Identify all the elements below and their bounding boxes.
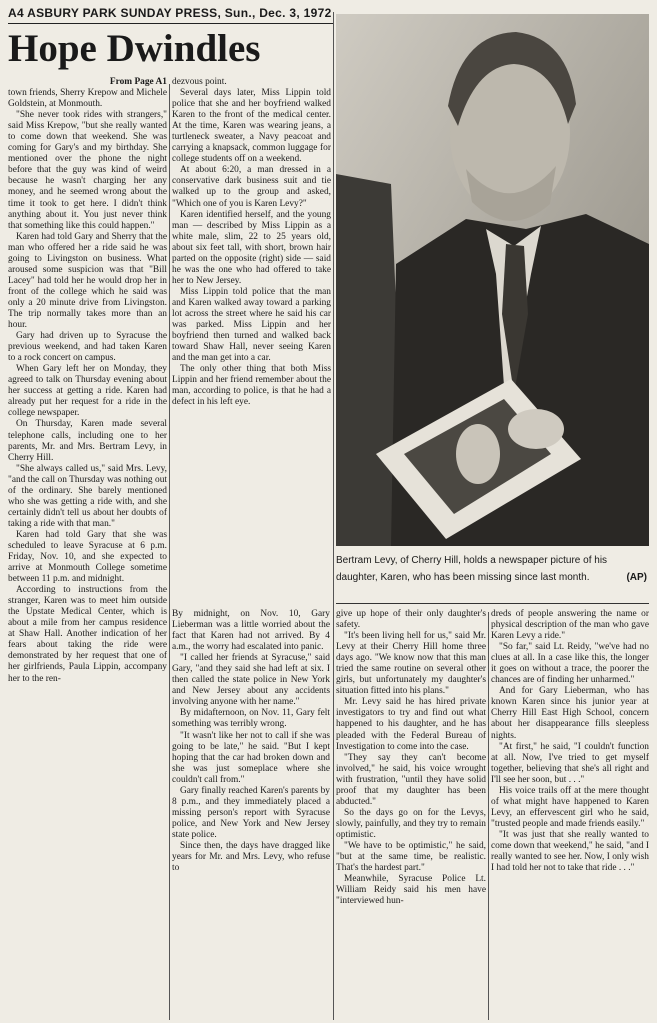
paragraph: "It was just that she really wanted to come down that weekend," he said, "and I really wanted to see her. Now, I only wish I had told her not to take that ride . . ." [491, 829, 649, 874]
masthead-rule [8, 23, 333, 24]
paragraph: "It wasn't like her not to call if she was going to be late," he said. "But I kept hoping that the car had broken down and she was just someplace where she couldn't call from." [172, 730, 330, 785]
paragraph: "She always called us," said Mrs. Levy, "and the call on Thursday was nothing out of the ordinary. She barely mentioned who she was getting a ride with, and she certainly didn't tell us about her doubts of taking a ride with that man." [8, 463, 167, 529]
paragraph: At about 6:20, a man dressed in a conservative dark business suit and tie walked up to the group and asked, "Which one of you is Karen Levy?" [172, 165, 331, 209]
article-column-3 [172, 609, 330, 1021]
column-divider [169, 84, 170, 1020]
paragraph: "I called her friends at Syracuse," said Gary, "and they said she had left at six. I then called the state police in New York and New Jersey about any accidents involving anyone with her name." [172, 653, 330, 708]
photo-illustration [336, 14, 649, 546]
paragraph: Since then, the days have dragged like years for Mr. and Mrs. Levy, who refuse to [172, 840, 330, 874]
paragraph: By midafternoon, on Nov. 11, Gary felt something was terribly wrong. [172, 708, 330, 730]
paragraph: When Gary left her on Monday, they agreed to talk on Thursday evening about her success at getting a ride. Karen had already put her request for a ride in the college newspaper. [8, 364, 167, 419]
paragraph: On Thursday, Karen made several telephone calls, including one to her parents, Mr. and Mrs. Bertram Levy, in Cherry Hill. [8, 419, 167, 463]
paragraph: Several days later, Miss Lippin told police that she and her boyfriend walked Karen to the front of the medical center. At the time, Karen was wearing jeans, a turtleneck sweater, a Navy peacoat and carrying a knapsack, common luggage for college students off on a weekend. [172, 88, 331, 165]
paragraph: His voice trails off at the mere thought of what might have happened to Karen Levy, an effervescent girl who he said, "trusted people and made friends easily." [491, 785, 649, 829]
paragraph: Karen identified herself, and the young man — described by Miss Lippin as a white male, slim, 22 to 25 years old, about six feet tall, with short, brown hair parted on the opposite (right) side — said he was the one who had offered to take her to New Jersey. [172, 209, 331, 286]
paragraph: Karen had told Gary and Sherry that the man who offered her a ride said he was going to Livingston on business. What aroused some suspicion was that "Bill Lacey" had told her he would drop her in front of the college which he said was only a 20 minute drive from Livingston. The trip normally takes more than an hour. [8, 231, 167, 331]
paragraph: "At first," he said, "I couldn't function at all. Now, I've tried to get myself together, believing that she's all right and I'll see her soon, but . . ." [491, 741, 649, 785]
article-column-2 [172, 77, 331, 606]
from-page-line: From Page A1 [109, 77, 167, 87]
headline: Hope Dwindles [8, 27, 261, 70]
article-column-5 [491, 609, 649, 1021]
photo-bertram-levy [336, 14, 649, 546]
paragraph: According to instructions from the stranger, Karen was to meet him outside the Upstate Medical Center, which is about a mile from her campus residence at Shaw Hall. Another indication of her fears about taking the ride were demonstrated by her request that one of her girlfriends, Paula Lippin, accompany her to the ren- [8, 585, 167, 684]
column-divider [488, 612, 489, 1020]
paragraph: And for Gary Lieberman, who has known Karen since his junior year at Cherry Hill East High School, concern about her disappearance fills sleepless nights. [491, 686, 649, 741]
paragraph: Meanwhile, Syracuse Police Lt. William Reidy said his men have "interviewed hun- [336, 874, 486, 907]
paragraph: "They say they can't become involved," he said, his voice wrought with frustration, "until they have solid proof that my daughter has been abducted." [336, 752, 486, 807]
paragraph: Karen had told Gary that she was scheduled to leave Syracuse at 6 p.m. Friday, Nov. 10, and she expected to arrive at Monmouth College sometime between 11 p.m. and midnight. [8, 529, 167, 585]
article-column-1 [8, 77, 167, 1021]
article-column-4 [336, 609, 486, 1021]
paragraph: "So far," said Lt. Reidy, "we've had no clues at all. In a case like this, the longer it goes on without a trace, the poorer the chances are of finding her unharmed." [491, 642, 649, 686]
caption-credit: (AP) [626, 572, 647, 583]
photo-caption [336, 552, 647, 586]
paragraph: dezvous point. [172, 77, 227, 87]
paragraph: Miss Lippin told police that the man and Karen walked away toward a parking lot across the street where he said his car was parked. Miss Lippin and her boyfriend then turned and walked back toward Shaw Hall, never seeing Karen and the man get into a car. [172, 286, 331, 364]
caption-text: Bertram Levy, of Cherry Hill, holds a newspaper picture of his daughter, Karen, who has been missing since last month. [336, 555, 608, 583]
paragraph: "We have to be optimistic," he said, "but at the same time, be realistic. That's the hardest part." [336, 840, 486, 874]
paragraph: Gary had driven up to Syracuse the previous weekend, and had taken Karen to a rock concert on campus. [8, 331, 167, 364]
paragraph: "She never took rides with strangers," said Miss Krepow, "but she really wanted to come down that weekend. She was coming for Gary's and my birthday. She mentioned over the phone the night before that the guy was kind of weird because he wasn't charging her any money, and he seemed wrong about the time it took to get here. I didn't think anything about it. You just never think that something like this could happen." [8, 110, 167, 231]
paragraph: The only other thing that both Miss Lippin and her friend remember about the man, according to police, is that he had a defect in his left eye. [172, 364, 331, 408]
paragraph: give up hope of their only daughter's safety. [336, 609, 486, 631]
paragraph: So the days go on for the Levys, slowly, painfully, and they try to remain optimistic. [336, 807, 486, 840]
column-divider [333, 12, 334, 1020]
paragraph: "It's been living hell for us," said Mr. Levy at their Cherry Hill home three days ago. "We know now that this man tried the same routine on several other girls, but unfortunately my daughter's situation fitted into his plans." [336, 631, 486, 697]
paragraph: Mr. Levy said he has hired private investigators to try and find out what happened to his daughter, and he has pleaded with the Federal Bureau of Investigation to come into the case. [336, 697, 486, 752]
paragraph: town friends, Sherry Krepow and Michele Goldstein, at Monmouth. [8, 88, 167, 110]
paragraph: dreds of people answering the name or physical description of the man who gave Karen Levy a ride." [491, 609, 649, 642]
masthead: A4 ASBURY PARK SUNDAY PRESS, Sun., Dec. 3, 1972 [8, 6, 332, 20]
paragraph: By midnight, on Nov. 10, Gary Lieberman was a little worried about the fact that Karen had not arrived. By 4 a.m., the worry had escalated into panic. [172, 609, 330, 653]
caption-rule [336, 603, 649, 604]
paragraph: Gary finally reached Karen's parents by 8 p.m., and they immediately placed a missing person's report with Syracuse police, and New York and New Jersey state police. [172, 785, 330, 840]
